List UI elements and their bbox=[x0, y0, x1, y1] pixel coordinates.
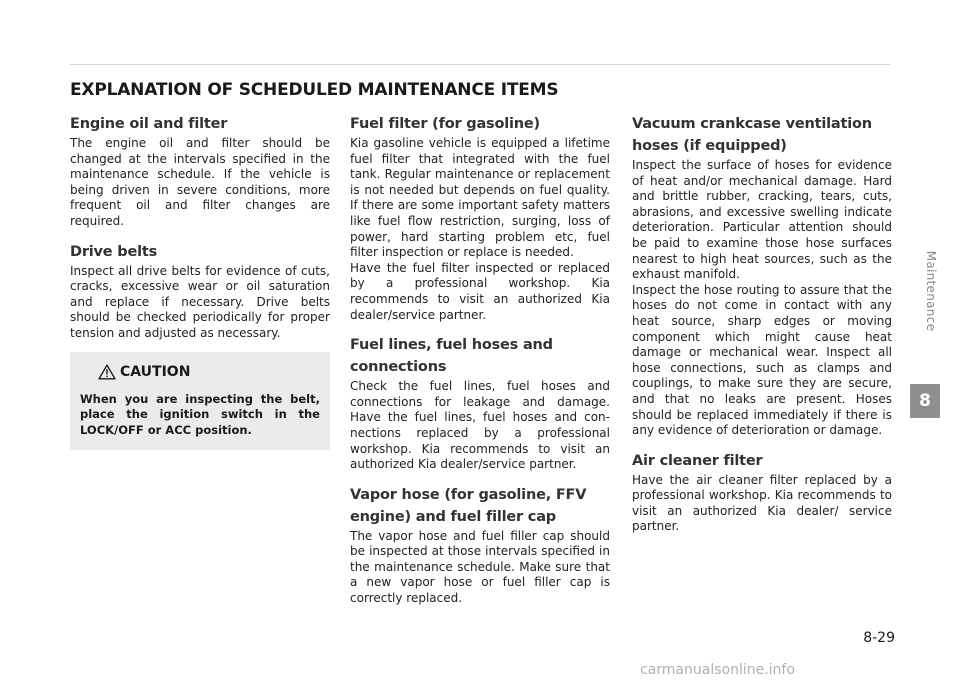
column-middle bbox=[350, 113, 610, 618]
text-fuel-lines: Check the fuel lines, fuel hoses and connections for leakage and damage. Have the fuel lines, fuel hoses and connections replaced by a professional workshop. Kia recommends to visit an authorized Kia dealer/service partner. bbox=[350, 379, 610, 472]
chapter-side-label: Maintenance bbox=[924, 250, 938, 332]
caution-title: CAUTION bbox=[120, 363, 191, 380]
watermark: carmanualsonline.info bbox=[640, 662, 795, 678]
heading-drive-belts: Drive belts bbox=[70, 243, 158, 260]
text-engine-oil: The engine oil and filter should be changed at the intervals specified in the maintenance schedule. If the vehicle is being driven in severe conditions, more frequent oil and filter changes are required. bbox=[70, 136, 330, 228]
text-vacuum-hoses-1: Inspect the surface of hoses for evidence of heat and/or mechanical damage. Hard and brittle rubber, cracking, tears, cuts, abrasions, and excessive swelling indicate deterioration. Particular attention should be paid to examine those hose surfaces nearest to high heat sources, such as the exhaust manifold. bbox=[632, 158, 892, 282]
page-number: 8-29 bbox=[863, 630, 895, 646]
text-drive-belts: Inspect all drive belts for evidence of cuts, cracks, excessive wear or oil saturation and replace if necessary. Drive belts should be checked periodically for proper tension and adjusted as necessary. bbox=[70, 263, 330, 340]
text-vapor-hose: The vapor hose and fuel filler cap should be inspected at those intervals specified in the maintenance schedule. Make sure that a new vapor hose or fuel filler cap is correctly replaced. bbox=[350, 528, 610, 606]
column-left bbox=[70, 113, 330, 450]
heading-vapor-hose: Vapor hose (for gasoline, FFV engine) and fuel filler cap bbox=[350, 486, 587, 525]
header-rule bbox=[70, 64, 890, 65]
text-fuel-filter-2: Have the fuel filter inspected or replaced by a professional workshop. Kia recommends to visit an authorized Kia dealer/service partner. bbox=[350, 260, 610, 322]
heading-vacuum-hoses: Vacuum crankcase ventilation hoses (if equipped) bbox=[632, 116, 872, 154]
section-title: EXPLANATION OF SCHEDULED MAINTENANCE ITEMS bbox=[70, 80, 559, 100]
heading-fuel-lines: Fuel lines, fuel hoses and connections bbox=[350, 337, 553, 376]
warning-triangle-icon bbox=[98, 364, 116, 380]
text-air-cleaner: Have the air cleaner filter replaced by a professional workshop. Kia recommends to visit an authorized Kia dealer/ service partner. bbox=[632, 472, 892, 534]
text-vacuum-hoses-2: Inspect the hose routing to assure that the hoses do not come in contact with any heat source, sharp edges or moving component which might cause heat damage or mechanical wear. Inspect all hose connections, such as clamps and couplings, to make sure they are secure, and that no leaks are present. Hoses should be replaced immediately if there is any evidence of deterioration or damage. bbox=[632, 282, 892, 438]
caution-box bbox=[70, 352, 330, 451]
caution-text: When you are inspecting the belt, place the ignition switch in the LOCK/OFF or ACC position. bbox=[80, 391, 320, 437]
heading-engine-oil: Engine oil and filter bbox=[70, 116, 228, 132]
chapter-tab: 8 bbox=[910, 384, 940, 418]
heading-fuel-filter: Fuel filter (for gasoline) bbox=[350, 116, 540, 132]
caution-header bbox=[98, 364, 320, 380]
text-fuel-filter-1: Kia gasoline vehicle is equipped a lifetime fuel filter that integrated with the fuel tank. Regular maintenance or replacement is not needed but depends on fuel quality. If there are some important safety matters like fuel flow restriction, surging, loss of power, hard starting problem etc, fuel filter inspection or replace is needed. bbox=[350, 136, 610, 260]
column-right bbox=[632, 113, 892, 546]
heading-air-cleaner: Air cleaner filter bbox=[632, 452, 763, 469]
